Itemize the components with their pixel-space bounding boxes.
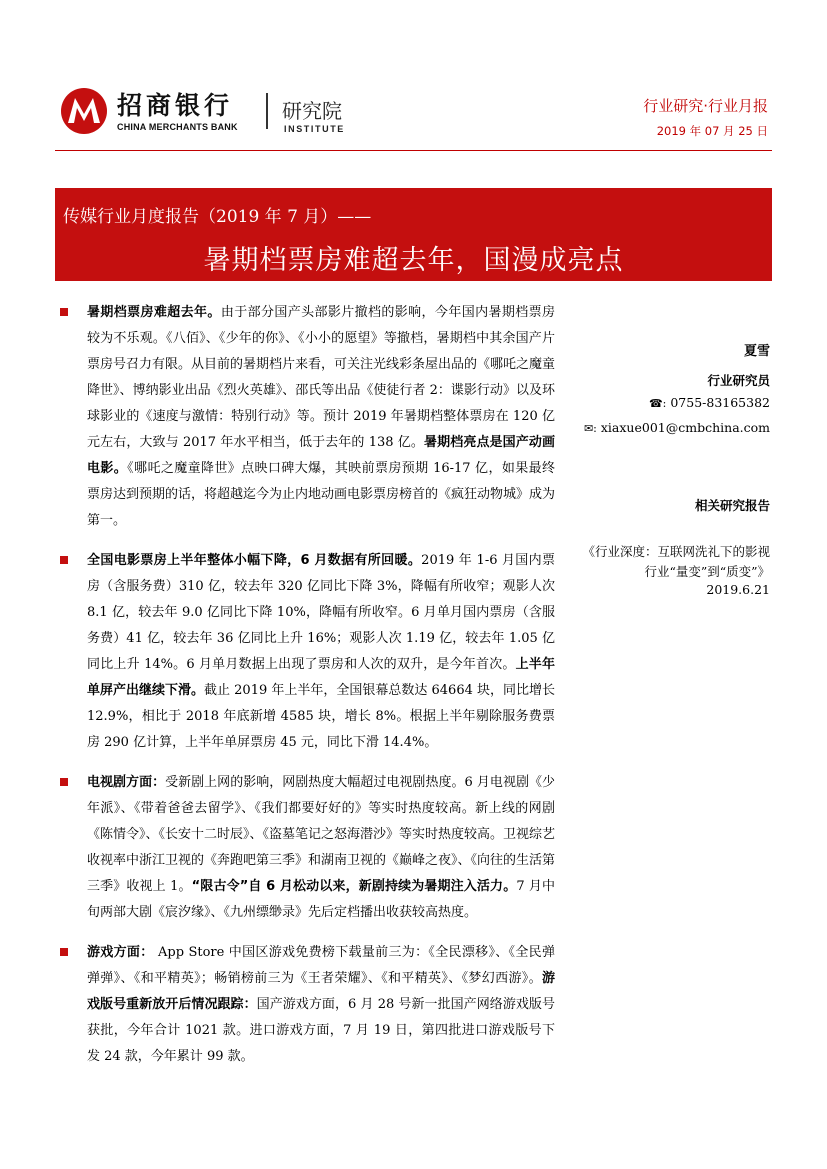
bullet-paragraph (87, 300, 555, 534)
bullet-square-icon (60, 948, 68, 956)
email-icon: ✉: (583, 422, 597, 435)
bullet-heading: 游戏方面： (87, 945, 154, 960)
analyst-title: 行业研究员 (707, 373, 770, 388)
report-date: 2019 年 07 月 25 日 (656, 124, 768, 138)
analyst-phone (649, 395, 770, 410)
analyst-email (584, 420, 770, 435)
phone-icon: ☎: (648, 397, 667, 410)
bullet-paragraph (87, 940, 555, 1070)
bullet-games (59, 940, 555, 1070)
title-banner (55, 188, 772, 281)
main-title: 暑期档票房难超去年，国漫成亮点 (203, 245, 624, 276)
summary-bullets (59, 300, 555, 1084)
bullet-text: 国产游戏方面，6 月 28 号新一批国产网络游戏版号获批，今年合计 1021 款。进口游戏方面，7 月 19 日，第四批进口游戏版号下发 24 款，今年累计 99 款。 (87, 997, 555, 1064)
bullet-heading: 暑期档票房难超去年。 (87, 305, 221, 320)
bullet-tv-series (59, 770, 555, 926)
bullet-highlight: 上半年单屏产出继续下滑。 (87, 657, 555, 698)
bullet-national-box-office (59, 548, 555, 756)
phone-number: 0755-83165382 (666, 395, 770, 410)
related-report-title[interactable]: 《行业深度：互联网洗礼下的影视行业“量变”到“质变”》 (582, 544, 770, 579)
bullet-paragraph (87, 548, 555, 756)
bullet-text: 7 月中旬两部大剧《宸汐缘》、《九州缥缈录》先后定档播出收获较高热度。 (87, 879, 556, 920)
bullet-heading: 全国电影票房上半年整体小幅下降，6 月数据有所回暖。 (87, 553, 422, 568)
related-reports-heading: 相关研究报告 (694, 498, 770, 513)
bullet-text: App Store 中国区游戏免费榜下载量前三为：《全民漂移》、《全民弹弹弹》、《和平精英》；畅销榜前三为《王者荣耀》、《和平精英》、《梦幻西游》。 (87, 945, 555, 986)
bullet-paragraph (87, 770, 555, 926)
institute-name-en: INSTITUTE (284, 124, 345, 134)
bullet-heading: 电视剧方面： (87, 775, 166, 790)
bullet-square-icon (60, 778, 68, 786)
bullet-highlight: 暑期档亮点是国产动画电影。 (87, 435, 555, 476)
bank-name-en: CHINA MERCHANTS BANK (117, 122, 238, 132)
bullet-text: 2019 年 1-6 月国内票房（含服务费）310 亿，较去年 320 亿同比下降 3%，降幅有所收窄；观影人次 8.1 亿，较去年 9.0 亿同比下降 10%，降幅有所收窄。6 月单月国内票房（含服务费）41 亿，较去年 36 亿同比上升 16%；观影人次 1.19 亿，较去年 1.05 亿同比上升 14%。6 月单月数据上出现了票房和人次的双升，是今年首次。 (87, 553, 555, 672)
series-title: 传媒行业月度报告（2019 年 7 月）—— (63, 207, 372, 227)
institute-name-cn: 研究院 (282, 99, 342, 123)
bullet-square-icon (60, 308, 68, 316)
bank-logo-icon (59, 86, 109, 136)
logo-divider (266, 93, 268, 129)
email-address[interactable]: xiaxue001@cmbchina.com (596, 420, 770, 435)
bullet-box-office-summer (59, 300, 555, 534)
related-report-date: 2019.6.21 (706, 582, 770, 597)
bullet-highlight: 游戏版号重新放开后情况跟踪： (87, 971, 555, 1012)
bullet-text: 由于部分国产头部影片撤档的影响，今年国内暑期档票房较为不乐观。《八佰》、《少年的你》、《小小的愿望》等撤档，暑期档中其余国产片票房号召力有限。从目前的暑期档片来看，可关注光线彩条屋出品的《哪吒之魔童降世》、博纳影业出品《烈火英雄》、邵氏等出品《使徒行者 2：谍影行动》以及环球影业的《速度与激情：特别行动》等。预计 2019 年暑期档整体票房在 120 亿元左右，大致与 2017 年水平相当，低于去年的 138 亿。 (87, 305, 556, 450)
header-divider (55, 150, 772, 151)
analyst-name: 夏雪 (743, 344, 770, 359)
bullet-highlight: “限古令”自 6 月松动以来，新剧持续为暑期注入活力。 (191, 879, 517, 894)
report-type: 行业研究·行业月报 (643, 97, 768, 115)
bullet-text: 《哪吒之魔童降世》点映口碑大爆，其映前票房预期 16-17 亿，如果最终票房达到预期的话，将超越迄今为止内地动画电影票房榜首的《疯狂动物城》成为第一。 (87, 461, 556, 528)
bullet-text: 截止 2019 年上半年，全国银幕总数达 64664 块，同比增长 12.9%，相比于 2018 年底新增 4585 块，增长 8%。根据上半年剔除服务费票房 290 亿计算，上半年单屏票房 45 元，同比下滑 14.4%。 (87, 683, 555, 750)
bullet-text: 受新剧上网的影响，网剧热度大幅超过电视剧热度。6 月电视剧《少年派》、《带着爸爸去留学》、《我们都要好好的》等实时热度较高。新上线的网剧《陈情令》、《长安十二时辰》、《盗墓笔记之怒海潜沙》等实时热度较高。卫视综艺收视率中浙江卫视的《奔跑吧第三季》和湖南卫视的《巅峰之夜》、《向往的生活第三季》收视上 1。 (87, 775, 556, 894)
bank-name-cn: 招商银行 (117, 91, 234, 120)
bullet-square-icon (60, 556, 68, 564)
